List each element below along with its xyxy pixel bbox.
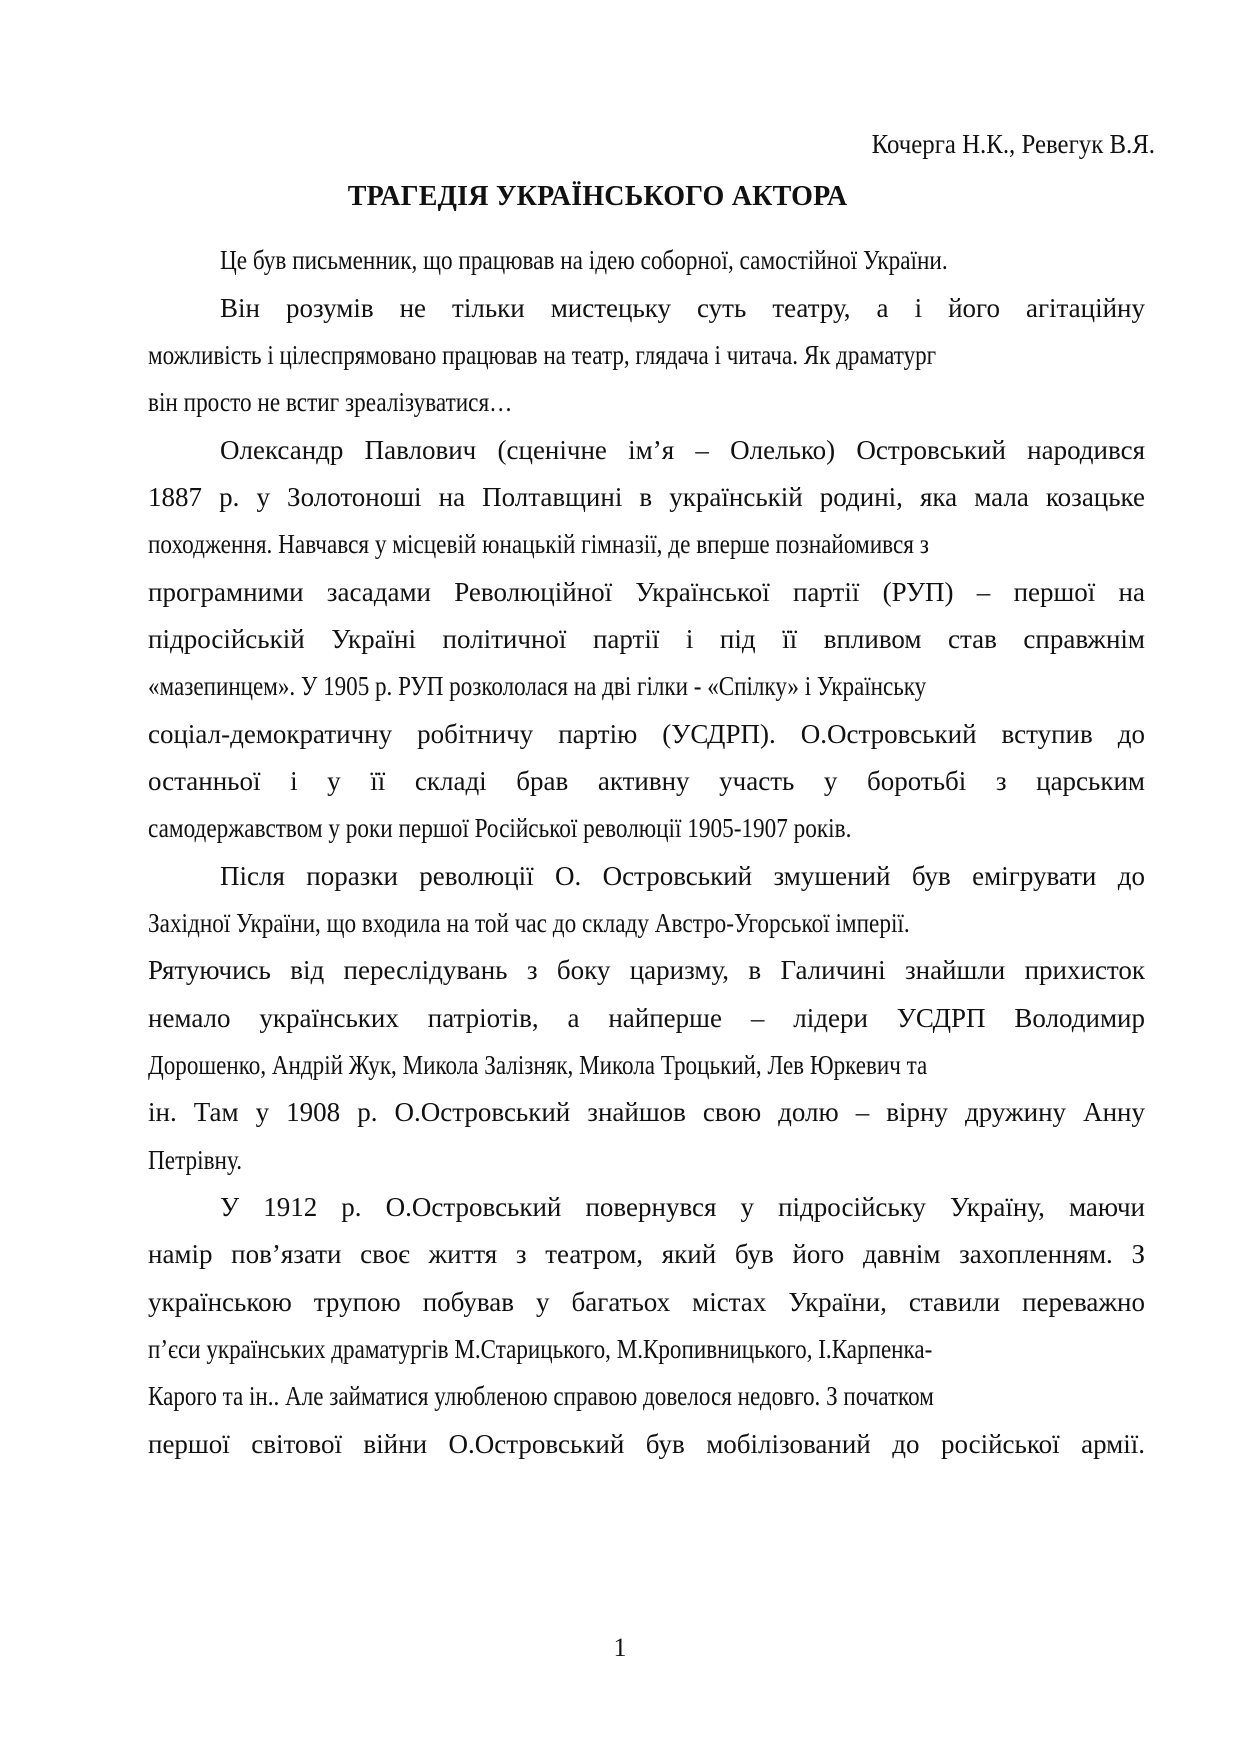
paragraph-4-line-2: Західної України, що входила на той час до складу Австро-Угорської імперії. [148, 908, 910, 938]
paragraph-4-line-3: Рятуючись від переслідувань з боку царизму, в Галичині знайшли прихисток [148, 955, 1145, 985]
paragraph-4-line-7: Петрівну. [148, 1145, 243, 1175]
paragraph-3-line-8: останньої і у її складі брав активну участь у боротьбі з царським [148, 766, 1145, 796]
document-title: ТРАГЕДІЯ УКРАЇНСЬКОГО АКТОРА [347, 181, 848, 212]
paragraph-5-line-5: Карого та ін.. Але займатися улюбленою справою довелося недовго. З початком [148, 1381, 934, 1411]
paragraph-2-line-2: можливість і цілеспрямовано працював на театр, глядача і читача. Як драматург [148, 340, 937, 370]
paragraph-5-line-6: першої світової війни О.Островський був мобілізований до російської армії. [148, 1429, 1145, 1459]
paragraph-2-line-1: Він розумів не тільки мистецьку суть театру, а і його агітаційну [220, 293, 1145, 323]
paragraph-5-line-1: У 1912 р. О.Островський повернувся у підросійську Україну, маючи [220, 1192, 1145, 1222]
paragraph-3-line-2: 1887 р. у Золотоноші на Полтавщині в українській родині, яка мала козацьке [148, 482, 1145, 512]
paragraph-3-line-3: походження. Навчався у місцевій юнацькій гімназії, де вперше познайомився з [148, 529, 929, 559]
paragraph-5-line-4: п’єси українських драматургів М.Старицького, М.Кропивницького, І.Карпенка- [148, 1334, 933, 1364]
paragraph-5-line-3: українською трупою побував у багатьох містах України, ставили переважно [148, 1287, 1145, 1317]
paragraph-5-line-2: намір пов’язати своє життя з театром, який був його давнім захопленням. З [148, 1239, 1145, 1269]
paragraph-3-line-1: Олександр Павлович (сценічне ім’я – Олелько) Островський народився [220, 435, 1145, 465]
paragraph-4-line-5: Дорошенко, Андрій Жук, Микола Залізняк, Микола Троцький, Лев Юркевич та [148, 1050, 928, 1080]
paragraph-3-line-7: соціал-демократичну робітничу партію (УСДРП). О.Островський вступив до [148, 719, 1145, 749]
paragraph-3-line-9: самодержавством у роки першої Російської революції 1905-1907 років. [148, 813, 852, 843]
paragraph-1-line-1: Це був письменник, що працював на ідею соборної, самостійної України. [220, 245, 948, 275]
paragraph-4-line-1: Після поразки революції О. Островський змушений був емігрувати до [220, 861, 1145, 891]
paragraph-3-line-4: програмними засадами Революційної Української партії (РУП) – першої на [148, 577, 1145, 607]
paragraph-4-line-4: немало українських патріотів, а найперше – лідери УСДРП Володимир [148, 1003, 1145, 1033]
page-number: 1 [613, 1633, 627, 1662]
paragraph-4-line-6: ін. Там у 1908 р. О.Островський знайшов свою долю – вірну дружину Анну [148, 1097, 1145, 1127]
paragraph-3-line-5: підросійській Україні політичної партії і під її впливом став справжнім [148, 624, 1145, 654]
paragraph-3-line-6: «мазепинцем». У 1905 р. РУП розкололася на дві гілки - «Спілку» і Українську [148, 671, 927, 701]
paragraph-2-line-3: він просто не встиг зреалізуватися… [148, 387, 513, 417]
authors-line: Кочерга Н.К., Ревегук В.Я. [871, 129, 1155, 159]
